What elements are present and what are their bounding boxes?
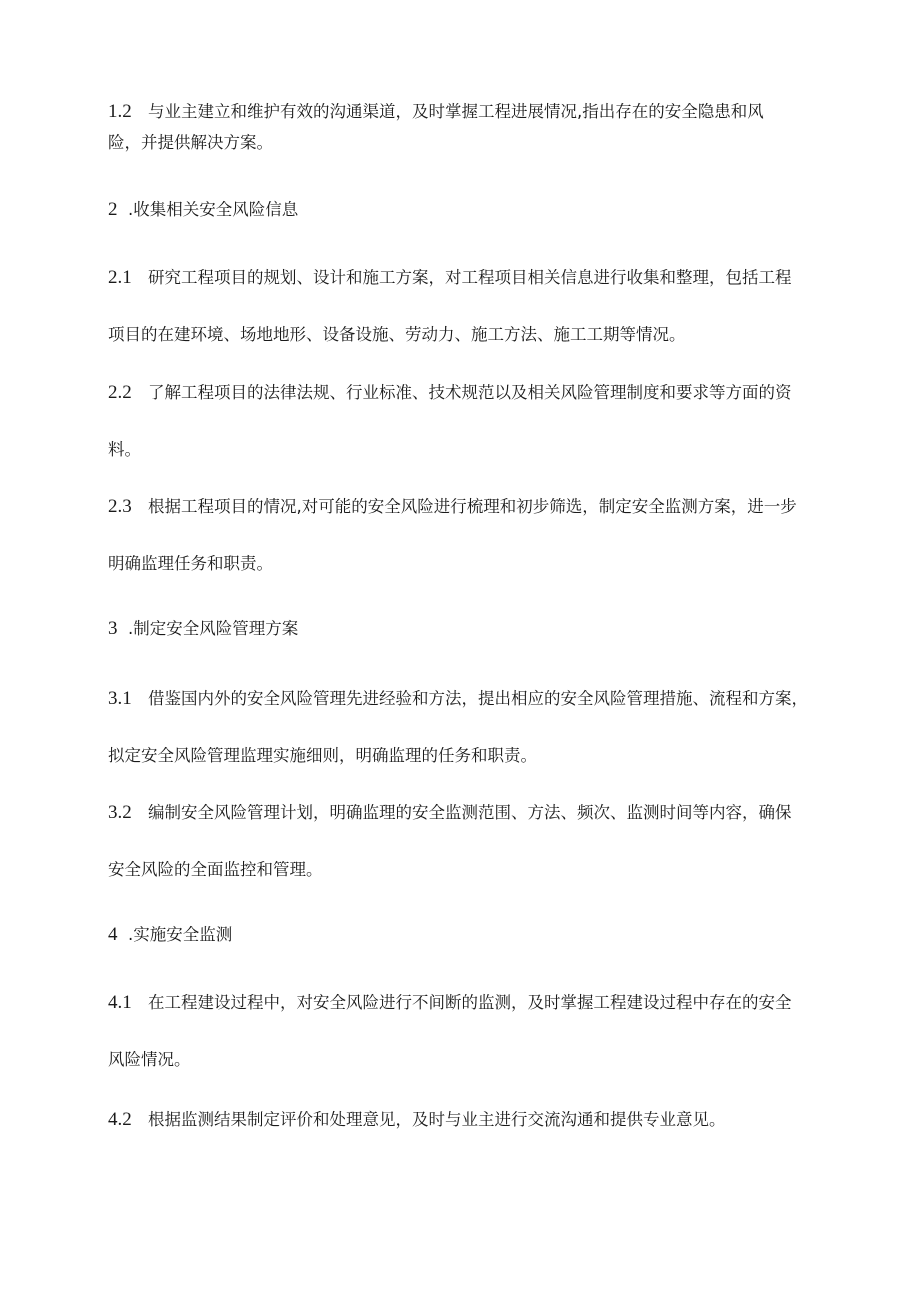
heading-number: 4 bbox=[108, 924, 118, 945]
paragraph-text: 风险情况。 bbox=[108, 1050, 191, 1069]
paragraph-text: 安全风险的全面监控和管理。 bbox=[108, 860, 323, 879]
section-number: 2.1 bbox=[108, 267, 132, 288]
paragraph-text: 料。 bbox=[108, 440, 141, 459]
section-number: 2.3 bbox=[108, 496, 132, 517]
paragraph-2-1 bbox=[108, 249, 820, 363]
heading-number: 3 bbox=[108, 618, 118, 639]
section-number: 3.1 bbox=[108, 688, 132, 709]
paragraph-text: 根据监测结果制定评价和处理意见，及时与业主进行交流沟通和提供专业意见。 bbox=[148, 1110, 726, 1129]
paragraph-line bbox=[108, 727, 820, 784]
section-heading-3 bbox=[108, 614, 820, 644]
paragraph-text: 项目的在建环境、场地地形、设备设施、劳动力、施工方法、施工工期等情况。 bbox=[108, 325, 686, 344]
paragraph-line bbox=[108, 478, 820, 535]
paragraph-3-2 bbox=[108, 784, 820, 898]
paragraph-line bbox=[108, 670, 820, 727]
paragraph-line bbox=[108, 306, 820, 363]
paragraph-text: 了解工程项目的法律法规、行业标准、技术规范以及相关风险管理制度和要求等方面的资 bbox=[148, 383, 792, 402]
section-number: 2.2 bbox=[108, 382, 132, 403]
paragraph-text: 险，并提供解决方案。 bbox=[108, 133, 273, 152]
paragraph-line bbox=[108, 421, 820, 478]
paragraph-2-3 bbox=[108, 478, 820, 592]
paragraph-3-1 bbox=[108, 670, 820, 784]
paragraph-line bbox=[108, 1105, 820, 1135]
paragraph-line bbox=[108, 535, 820, 592]
paragraph-text: 拟定安全风险管理监理实施细则，明确监理的任务和职责。 bbox=[108, 746, 537, 765]
paragraph-line bbox=[108, 127, 820, 158]
paragraph-line bbox=[108, 364, 820, 421]
paragraph-text: 明确监理任务和职责。 bbox=[108, 554, 273, 573]
paragraph-text: 在工程建设过程中，对安全风险进行不间断的监测，及时掌握工程建设过程中存在的安全 bbox=[148, 993, 792, 1012]
paragraph-text: 借鉴国内外的安全风险管理先进经验和方法，提出相应的安全风险管理措施、流程和方案， bbox=[148, 689, 808, 708]
paragraph-1-2 bbox=[108, 96, 820, 158]
paragraph-text: 编制安全风险管理计划，明确监理的安全监测范围、方法、频次、监测时间等内容，确保 bbox=[148, 803, 792, 822]
section-number: 4.2 bbox=[108, 1109, 132, 1130]
heading-text: .收集相关安全风险信息 bbox=[128, 200, 299, 219]
paragraph-line bbox=[108, 249, 820, 306]
paragraph-text: 根据工程项目的情况,对可能的安全风险进行梳理和初步筛选，制定安全监测方案，进一步 bbox=[148, 497, 797, 516]
paragraph-line bbox=[108, 841, 820, 898]
heading-text: .实施安全监测 bbox=[128, 925, 233, 944]
paragraph-4-1 bbox=[108, 974, 820, 1088]
section-number: 4.1 bbox=[108, 992, 132, 1013]
paragraph-4-2 bbox=[108, 1105, 820, 1135]
paragraph-text: 与业主建立和维护有效的沟通渠道，及时掌握工程进展情况,指出存在的安全隐患和风 bbox=[148, 102, 764, 121]
section-number: 3.2 bbox=[108, 802, 132, 823]
section-heading-2 bbox=[108, 195, 820, 225]
section-number: 1.2 bbox=[108, 101, 132, 122]
paragraph-line bbox=[108, 96, 820, 127]
paragraph-2-2 bbox=[108, 364, 820, 478]
paragraph-line bbox=[108, 1031, 820, 1088]
paragraph-text: 研究工程项目的规划、设计和施工方案，对工程项目相关信息进行收集和整理，包括工程 bbox=[148, 268, 792, 287]
paragraph-line bbox=[108, 784, 820, 841]
paragraph-line bbox=[108, 974, 820, 1031]
heading-text: .制定安全风险管理方案 bbox=[128, 619, 299, 638]
section-heading-4 bbox=[108, 920, 820, 950]
heading-number: 2 bbox=[108, 199, 118, 220]
